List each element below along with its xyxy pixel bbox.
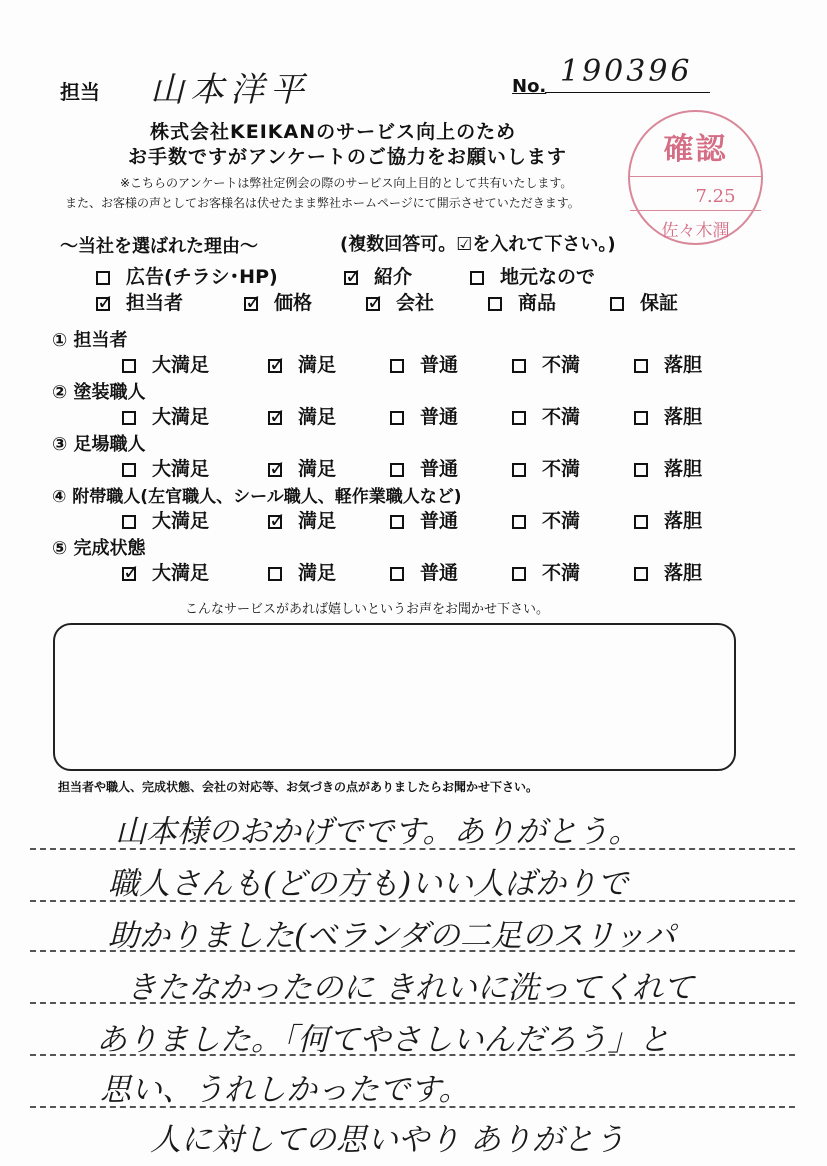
reason-local[interactable]: 地元なので: [470, 262, 595, 289]
rating-scaffold-option[interactable]: ✓ 満足: [268, 454, 336, 481]
rating-scaffold-checkbox-0[interactable]: [122, 463, 136, 477]
reason-price-checkbox[interactable]: [244, 297, 258, 311]
rating-staff-checkbox-2[interactable]: [390, 359, 404, 373]
service-prompt: こんなサービスがあれば嬉しいというお声をお聞かせ下さい。: [185, 602, 550, 617]
feedback-text-line-3: 助かりました(ベランダの二足のスリッパ: [108, 918, 676, 954]
rating-label-painter: ② 塗装職人: [52, 382, 146, 403]
intro-line-1: 株式会社KEIKANのサービス向上のため: [150, 121, 517, 143]
number-label: No.: [512, 76, 547, 97]
reason-product-checkbox[interactable]: [488, 297, 502, 311]
reason-product[interactable]: 商品: [488, 288, 556, 315]
reason-ad-checkbox[interactable]: [96, 271, 110, 285]
feedback-text-line-2: 職人さんも(どの方も)いい人ばかりで: [108, 866, 629, 902]
rating-ancillary-checkbox-1[interactable]: [268, 515, 282, 529]
rating-finish-checkbox-0[interactable]: [122, 567, 136, 581]
number-underline: [545, 92, 710, 93]
reason-instruction: (複数回答可。☑を入れて下さい。): [340, 234, 616, 255]
rating-painter-checkbox-2[interactable]: [390, 411, 404, 425]
stamp-date: 7.25: [695, 186, 736, 207]
rating-staff-option[interactable]: 普通: [390, 350, 458, 377]
rating-scaffold-checkbox-2[interactable]: [390, 463, 404, 477]
rating-finish-checkbox-4[interactable]: [634, 567, 648, 581]
rating-staff-checkbox-4[interactable]: [634, 359, 648, 373]
rating-staff-checkbox-0[interactable]: [122, 359, 136, 373]
rating-finish-option[interactable]: 満足: [268, 558, 336, 585]
rating-finish-option[interactable]: ✓大満足: [122, 558, 209, 585]
rating-painter-checkbox-4[interactable]: [634, 411, 648, 425]
rating-scaffold-checkbox-1[interactable]: [268, 463, 282, 477]
rating-staff-option[interactable]: 落胆: [634, 350, 702, 377]
staff-name: 山本洋平: [150, 70, 310, 110]
rating-scaffold-option[interactable]: 普通: [390, 454, 458, 481]
rating-staff-option[interactable]: ✓ 満足: [268, 350, 336, 377]
reason-referral[interactable]: ✓ 紹介: [344, 262, 412, 289]
rating-ancillary-option[interactable]: 落胆: [634, 506, 702, 533]
rating-label-finish: ⑤ 完成状態: [52, 538, 146, 559]
rating-staff-option[interactable]: 不満: [512, 350, 580, 377]
rating-staff-checkbox-1[interactable]: [268, 359, 282, 373]
rating-painter-option[interactable]: 落胆: [634, 402, 702, 429]
reason-ad[interactable]: 広告(チラシ･HP): [96, 262, 278, 289]
feedback-text-line-5: ありました。「何てやさしいんだろう」と: [96, 1022, 670, 1058]
intro-note-1: ※こちらのアンケートは弊社定例会の際のサービス向上目的として共有いたします。: [120, 176, 573, 190]
rating-label-staff: ① 担当者: [52, 330, 128, 351]
feedback-text-line-7: 人に対しての思いやり ありがとう: [150, 1122, 625, 1158]
rating-staff-option[interactable]: 大満足: [122, 350, 209, 377]
reason-staff-checkbox[interactable]: [96, 297, 110, 311]
rating-finish-option[interactable]: 不満: [512, 558, 580, 585]
rating-finish-checkbox-2[interactable]: [390, 567, 404, 581]
rating-ancillary-option[interactable]: 大満足: [122, 506, 209, 533]
rating-label-ancillary: ④ 附帯職人(左官職人、シール職人、軽作業職人など): [52, 487, 462, 507]
reason-price[interactable]: ✓ 価格: [244, 288, 312, 315]
confirmation-stamp: [628, 110, 763, 245]
rating-ancillary-checkbox-4[interactable]: [634, 515, 648, 529]
rating-painter-checkbox-1[interactable]: [268, 411, 282, 425]
stamp-title: 確認: [663, 132, 728, 167]
stamp-name: 佐々木潤: [661, 221, 730, 241]
rating-ancillary-option[interactable]: 普通: [390, 506, 458, 533]
rating-scaffold-checkbox-4[interactable]: [634, 463, 648, 477]
rating-painter-checkbox-0[interactable]: [122, 411, 136, 425]
rating-painter-checkbox-3[interactable]: [512, 411, 526, 425]
staff-label: 担当: [60, 80, 100, 104]
reason-warranty-checkbox[interactable]: [610, 297, 624, 311]
rating-finish-checkbox-3[interactable]: [512, 567, 526, 581]
feedback-prompt: 担当者や職人、完成状態、会社の対応等、お気づきの点がありましたらお聞かせ下さい。: [58, 780, 539, 794]
service-comment-box[interactable]: [53, 623, 736, 771]
rating-painter-option[interactable]: 不満: [512, 402, 580, 429]
rating-scaffold-option[interactable]: 不満: [512, 454, 580, 481]
rating-painter-option[interactable]: 大満足: [122, 402, 209, 429]
number-value: 190396: [560, 54, 693, 89]
intro-note-2: また、お客様の声としてお客様名は伏せたまま弊社ホームページにて開示させていただきます。: [65, 196, 580, 210]
rating-painter-option[interactable]: 普通: [390, 402, 458, 429]
rating-painter-option[interactable]: ✓ 満足: [268, 402, 336, 429]
rating-finish-checkbox-1[interactable]: [268, 567, 282, 581]
feedback-text-line-6: 思い、うれしかったです。: [100, 1072, 470, 1108]
rating-finish-option[interactable]: 普通: [390, 558, 458, 585]
rating-ancillary-checkbox-3[interactable]: [512, 515, 526, 529]
rating-ancillary-checkbox-2[interactable]: [390, 515, 404, 529]
reason-staff[interactable]: ✓担当者: [96, 288, 183, 315]
rating-ancillary-option[interactable]: 不満: [512, 506, 580, 533]
reason-company-checkbox[interactable]: [366, 297, 380, 311]
rating-scaffold-checkbox-3[interactable]: [512, 463, 526, 477]
rating-scaffold-option[interactable]: 大満足: [122, 454, 209, 481]
reason-local-checkbox[interactable]: [470, 271, 484, 285]
reason-company[interactable]: ✓ 会社: [366, 288, 434, 315]
intro-line-2: お手数ですがアンケートのご協力をお願いします: [128, 146, 567, 168]
feedback-text-line-1: 山本様のおかげでです。ありがとう。: [115, 814, 640, 850]
rating-label-scaffold: ③ 足場職人: [52, 434, 146, 455]
reason-referral-checkbox[interactable]: [344, 271, 358, 285]
rating-ancillary-option[interactable]: ✓ 満足: [268, 506, 336, 533]
rating-ancillary-checkbox-0[interactable]: [122, 515, 136, 529]
rating-finish-option[interactable]: 落胆: [634, 558, 702, 585]
rating-scaffold-option[interactable]: 落胆: [634, 454, 702, 481]
feedback-text-line-4: きたなかったのに きれいに洗ってくれて: [126, 970, 694, 1006]
reason-warranty[interactable]: 保証: [610, 288, 678, 315]
reason-heading: ～当社を選ばれた理由～: [60, 236, 258, 257]
rating-staff-checkbox-3[interactable]: [512, 359, 526, 373]
